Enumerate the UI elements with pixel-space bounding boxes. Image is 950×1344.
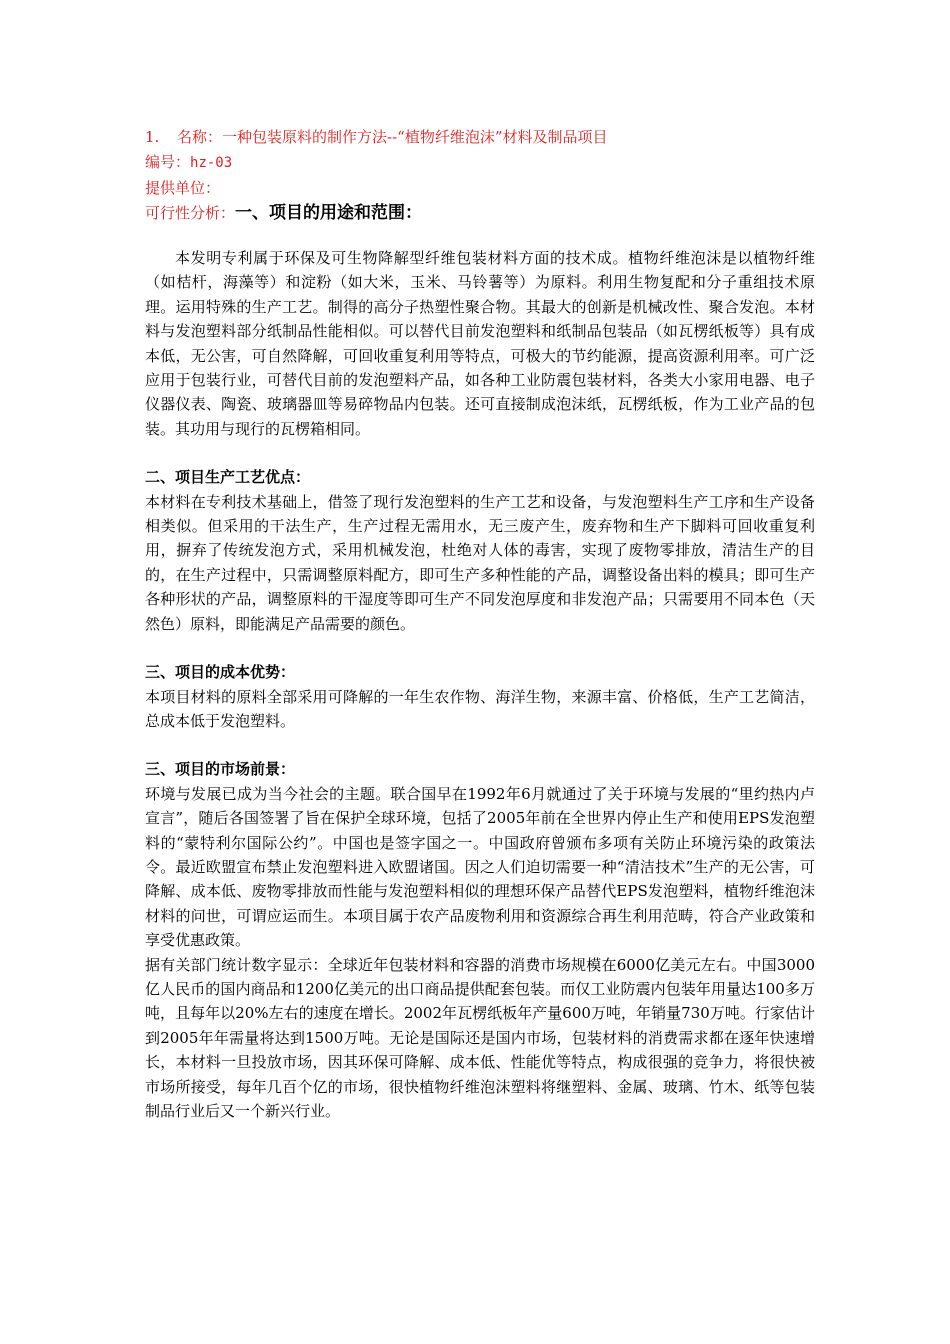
section4-heading: 三、项目的市场前景：	[145, 760, 296, 779]
section2-heading: 二、项目生产工艺优点：	[145, 468, 311, 487]
project-title: 一种包装原料的制作方法--“植物纤维泡沫”材料及制品项目	[222, 128, 608, 146]
section2-body: 本材料在专利技术基础上，借签了现行发泡塑料的生产工艺和设备，与发泡塑料生产工序和生产设备相类似。但采用的干法生产，生产过程无需用水，无三废产生，废弃物和生产下脚料可回收重复利用，摒弃了传统发泡方式，采用机械发泡，杜绝对人体的毒害，实现了废物零排放，清洁生产的目的，在生产过程中，只需调整原料配方，即可生产多种性能的产品，调整设备出料的模具；即可生产各种形状的产品，调整原料的干湿度等即可生产不同发泡厚度和非发泡产品；只需要用不同本色（天然色）原料，即能满足产品需要的颜色。	[145, 492, 815, 633]
code-line	[145, 150, 815, 176]
unit-label: 提供单位：	[145, 179, 221, 197]
title-label: 名称：	[177, 128, 223, 146]
section3-heading: 三、项目的成本优势：	[145, 663, 296, 682]
item-number: 1.	[145, 128, 160, 146]
unit-line	[145, 176, 815, 201]
code-value: hz-03	[190, 155, 233, 171]
section4-body-1: 环境与发展已成为当今社会的主题。联合国早在1992年6月就通过了关于环境与发展的“里约热内卢宣言”，随后各国签署了旨在保护全球环境，包括了2005年前在全世界内停止生产和使用EPS发泡塑料的“蒙特利尔国际公约”。中国也是签字国之一。中国政府曾颁布多项有关防止环境污染的政策法令。最近欧盟宣布禁止发泡塑料进入欧盟诸国。因之人们迫切需要一种“清洁技术”生产的无公害，可降解、成本低、废物零排放而性能与发泡塑料相似的理想环保产品替代EPS发泡塑料，植物纤维泡沫材料的问世，可谓应运而生。本项目属于农产品废物利用和资源综合再生利用范畴，符合产业政策和享受优惠政策。	[145, 784, 815, 950]
section1-heading: 一、项目的用途和范围：	[235, 203, 423, 223]
code-label: 编号：	[145, 153, 191, 171]
section1-body: 本发明专利属于环保及可生物降解型纤维包装材料方面的技术成。植物纤维泡沫是以植物纤维（如桔杆，海藻等）和淀粉（如大米，玉米、马铃薯等）为原料。利用生物复配和分子重组技术原理。运用特殊的生产工艺。制得的高分子热塑性聚合物。其最大的创新是机械改性、聚合发泡。本材料与发泡塑料部分纸制品性能相似。可以替代目前发泡塑料和纸制品包装品（如瓦楞纸板等）具有成本低，无公害，可自然降解，可回收重复利用等特点，可极大的节约能源，提高资源利用率。可广泛应用于包装行业，可替代目前的发泡塑料产品，如各种工业防震包装材料，各类大小家用电器、电子仪器仪表、陶瓷、玻璃器皿等易碎物品内包装。还可直接制成泡沫纸，瓦楞纸板，作为工业产品的包装。其功用与现行的瓦楞箱相同。	[145, 249, 815, 438]
section4-body-2: 据有关部门统计数字显示：全球近年包装材料和容器的消费市场规模在6000亿美元左右。中国3000亿人民币的国内商品和1200亿美元的出口商品提供配套包装。而仅工业防震内包装年用量达100多万吨，且每年以20%左右的速度在增长。2002年瓦楞纸板年产量600万吨，年销量730万吨。行家估计到2005年年需量将达到1500万吨。无论是国际还是国内市场，包装材料的消费需求都在逐年快速增长，本材料一旦投放市场，因其环保可降解、成本低、性能优等特点，构成很强的竞争力，将很快被市场所接受，每年几百个亿的市场，很快植物纤维泡沫塑料将继塑料、金属、玻璃、竹木、纸等包装制品行业后又一个新兴行业。	[145, 955, 815, 1120]
document-content	[145, 125, 815, 1123]
feasibility-line	[145, 201, 815, 226]
project-title-line	[145, 125, 815, 150]
section3-body: 本项目材料的原料全部采用可降解的一年生农作物、海洋生物，来源丰富、价格低，生产工艺简洁，总成本低于发泡塑料。	[145, 687, 815, 730]
feasibility-label: 可行性分析：	[145, 204, 236, 222]
